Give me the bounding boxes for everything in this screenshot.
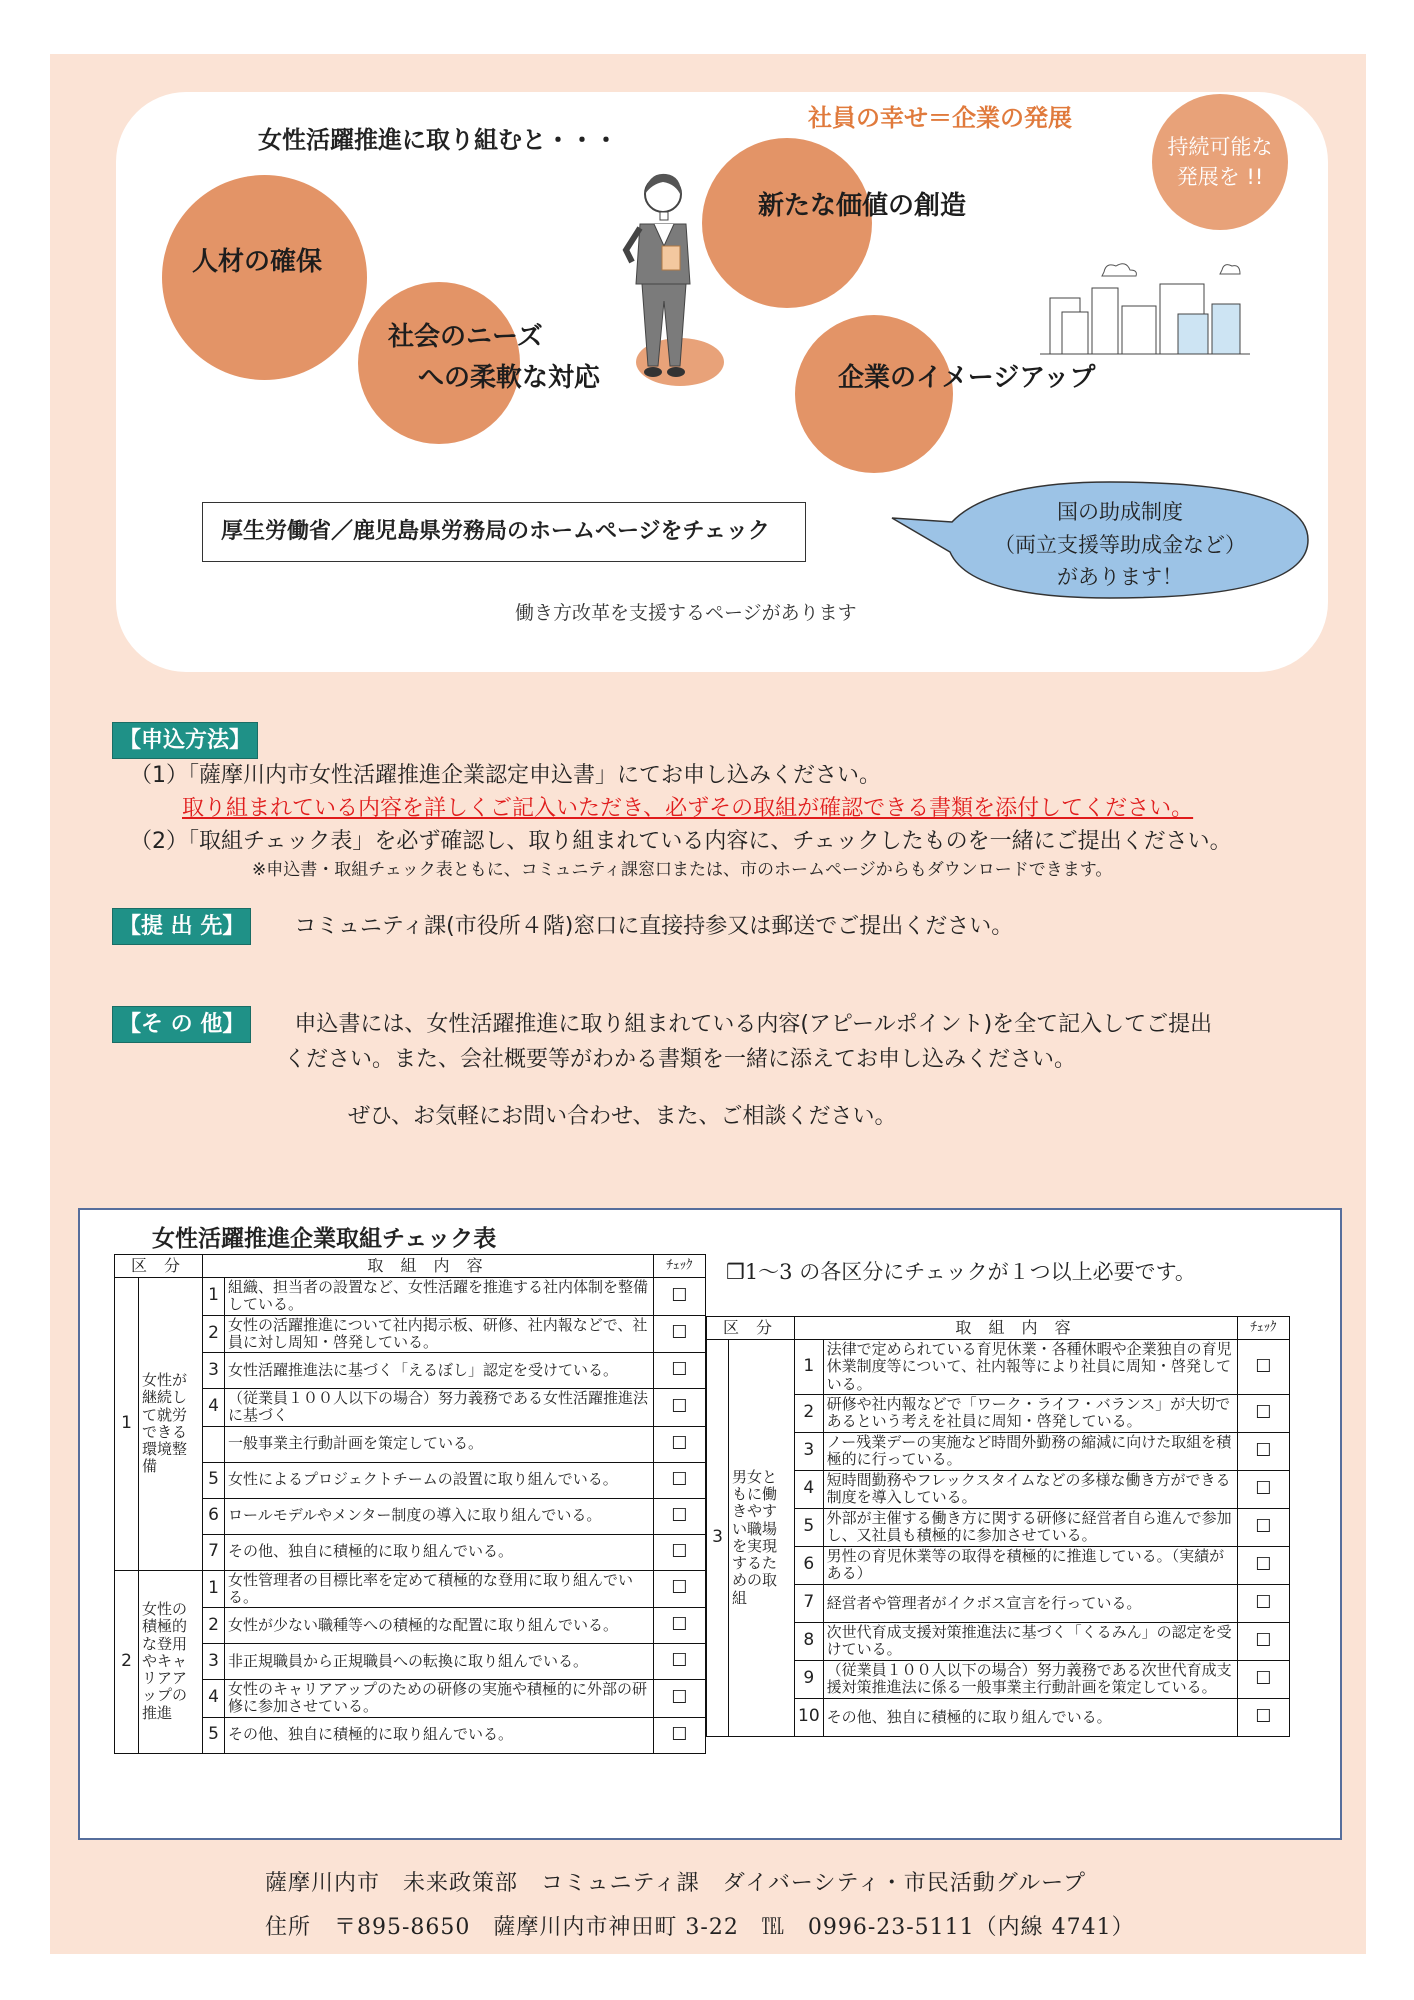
support-page-note: 働き方改革を支援するページがあります [515,602,857,624]
item-number: 5 [203,1462,225,1498]
item-number: 5 [795,1508,824,1546]
application-tag: 【申込方法】 [112,722,258,759]
table-row [707,1546,1290,1584]
check-box[interactable]: ☐ [654,1278,706,1316]
item-text: ロールモデルやメンター制度の導入に取り組んでいる。 [225,1498,654,1534]
item-text: その他、独自に積極的に取り組んでいる。 [225,1717,654,1753]
item-number: 9 [795,1660,824,1698]
check-box[interactable]: ☐ [654,1462,706,1498]
header-check: ﾁｪｯｸ [654,1255,706,1278]
item-number: 3 [203,1644,225,1680]
item-text: 短時間勤務やフレックスタイムなどの多様な働き方ができる制度を導入している。 [823,1470,1237,1508]
item-text: 女性が少ない職種等への積極的な配置に取り組んでいる。 [225,1608,654,1644]
closing-line: ぜひ、お気軽にお問い合わせ、また、ご相談ください。 [348,1104,897,1129]
check-box[interactable]: ☐ [654,1353,706,1389]
item-text: 経営者や管理者がイクボス宣言を行っている。 [823,1584,1237,1622]
item-number [203,1426,225,1462]
submit-tag: 【提 出 先】 [112,908,251,945]
check-box[interactable]: ☐ [1238,1394,1290,1432]
benefit-needs-1: 社会のニーズ [388,322,543,352]
subsidy-line-2: （両立支援等助成金など） [994,532,1246,557]
item-text: 研修や社内報などで「ワーク・ライフ・バランス」が大切であるという考えを社員に周知・啓発している。 [823,1394,1237,1432]
checklist-title: 女性活躍推進企業取組チェック表 [152,1226,497,1252]
table-row [707,1508,1290,1546]
table-row [707,1432,1290,1470]
table-row [707,1470,1290,1508]
checklist-table-left [114,1254,706,1754]
item-text: （従業員１００人以下の場合）努力義務である女性活躍推進法に基づく [225,1389,654,1427]
check-box[interactable]: ☐ [1238,1584,1290,1622]
check-box[interactable]: ☐ [654,1426,706,1462]
table-row [707,1660,1290,1698]
header-category: 区 分 [115,1255,203,1278]
check-box[interactable]: ☐ [654,1534,706,1570]
item-text: 次世代育成支援対策推進法に基づく「くるみん」の認定を受けている。 [823,1622,1237,1660]
header-category-right: 区 分 [707,1317,795,1340]
item-text: 一般事業主行動計画を策定している。 [225,1426,654,1462]
item-number: 4 [203,1389,225,1427]
table-row [115,1644,706,1680]
table-row [115,1534,706,1570]
item-number: 1 [795,1340,824,1395]
category-number: 1 [115,1278,139,1571]
category-number: 3 [707,1340,729,1737]
item-number: 3 [203,1353,225,1389]
table-row [115,1315,706,1353]
hero-headline: 女性活躍推進に取り組むと・・・ [258,126,618,154]
benefit-talent: 人材の確保 [192,247,323,277]
header-content: 取 組 内 容 [203,1255,654,1278]
item-text: 女性の活躍推進について社内掲示板、研修、社内報などで、社員に対し周知・啓発している。 [225,1315,654,1353]
header-check-right: ﾁｪｯｸ [1238,1317,1290,1340]
sustainable-badge [1152,94,1288,230]
subsidy-line-3: があります！ [1057,565,1183,590]
mhlw-website-box: 厚生労働省／鹿児島県労務局のホームページをチェック [202,502,806,562]
check-box[interactable]: ☐ [1238,1508,1290,1546]
item-number: 10 [795,1698,824,1736]
item-number: 2 [203,1608,225,1644]
check-box[interactable]: ☐ [654,1644,706,1680]
checklist-requirement-note: ❒1～3 の各区分にチェックが１つ以上必要です。 [726,1260,1196,1284]
benefit-image: 企業のイメージアップ [838,363,1096,393]
item-number: 4 [795,1470,824,1508]
table-row [115,1426,706,1462]
item-number: 5 [203,1717,225,1753]
submit-text: コミュニティ課(市役所４階)窓口に直接持参又は郵送でご提出ください。 [294,914,1014,939]
check-box[interactable]: ☐ [654,1389,706,1427]
item-text: 非正規職員から正規職員への転換に取り組んでいる。 [225,1644,654,1680]
check-box[interactable]: ☐ [1238,1698,1290,1736]
subsidy-line-1: 国の助成制度 [1057,500,1183,524]
item-number: 6 [795,1546,824,1584]
item-text: 女性によるプロジェクトチームの設置に取り組んでいる。 [225,1462,654,1498]
check-box[interactable]: ☐ [1238,1546,1290,1584]
header-content-right: 取 組 内 容 [795,1317,1238,1340]
city-buildings-illustration [1040,258,1250,358]
submit-section [112,908,1352,945]
check-box[interactable]: ☐ [654,1680,706,1718]
check-box[interactable]: ☐ [654,1717,706,1753]
check-box[interactable]: ☐ [1238,1660,1290,1698]
item-text: 外部が主催する働き方に関する研修に経営者自ら進んで参加し、又社員も積極的に参加させている。 [823,1508,1237,1546]
item-text: 女性活躍推進法に基づく「えるぼし」認定を受けている。 [225,1353,654,1389]
table-row [115,1389,706,1427]
other-line-1: 申込書には、女性活躍推進に取り組まれている内容(アピールポイント)を全て記入してご提出 [294,1012,1213,1037]
check-box[interactable]: ☐ [654,1608,706,1644]
table-row [115,1462,706,1498]
table-row [115,1570,706,1608]
table-row [115,1717,706,1753]
item-number: 3 [795,1432,824,1470]
item-number: 6 [203,1498,225,1534]
checklist-table-right [706,1316,1290,1737]
item-text: その他、独自に積極的に取り組んでいる。 [823,1698,1237,1736]
subsidy-text [940,496,1300,594]
check-box[interactable]: ☐ [654,1498,706,1534]
sustainable-line-2: 発展を !! [1176,165,1264,190]
table-row [707,1698,1290,1736]
table-row [707,1394,1290,1432]
benefit-value: 新たな価値の創造 [758,191,967,221]
application-line-2: （2）「取組チェック表」を必ず確認し、取り組まれている内容に、チェックしたものを一緒にご提出ください。 [130,829,1232,854]
table-row [115,1680,706,1718]
application-download-note: ※申込書・取組チェック表ともに、コミュニティ課窓口または、市のホームページからもダウンロードできます。 [252,860,1113,880]
item-text: 組織、担当者の設置など、女性活躍を推進する社内体制を整備している。 [225,1278,654,1316]
category-label: 男女ともに働きやすい職場を実現するための取組 [729,1340,795,1737]
item-number: 7 [795,1584,824,1622]
item-text: その他、独自に積極的に取り組んでいる。 [225,1534,654,1570]
application-required-note: 取り組まれている内容を詳しくご記入いただき、必ずその取組が確認できる書類を添付してください。 [182,796,1194,821]
item-text: 男性の育児休業等の取得を積極的に推進している。（実績がある） [823,1546,1237,1584]
item-text: 女性のキャリアアップのための研修の実施や積極的に外部の研修に参加させている。 [225,1680,654,1718]
check-box[interactable]: ☐ [654,1570,706,1608]
footer-address: 住所 〒895-8650 薩摩川内市神田町 3-22 ℡ 0996-23-5111（内線 4741） [265,1915,1135,1940]
table-row [115,1353,706,1389]
item-text: （従業員１００人以下の場合）努力義務である次世代育成支援対策推進法に係る一般事業主行動計画を策定している。 [823,1660,1237,1698]
table-row [707,1340,1290,1395]
benefit-needs-2: への柔軟な対応 [418,363,601,393]
item-number: 8 [795,1622,824,1660]
businesswoman-illustration [618,166,728,396]
item-text: 女性管理者の目標比率を定めて積極的な登用に取り組んでいる。 [225,1570,654,1608]
table-row [115,1278,706,1316]
other-tag: 【そ の 他】 [112,1006,251,1043]
item-number: 1 [203,1570,225,1608]
hero-slogan: 社員の幸せ＝企業の発展 [808,104,1072,132]
category-label: 女性の積極的な登用やキャリアアップの推進 [139,1570,203,1753]
check-box[interactable]: ☐ [654,1315,706,1353]
item-number: 7 [203,1534,225,1570]
check-box[interactable]: ☐ [1238,1340,1290,1395]
item-number: 2 [795,1394,824,1432]
item-number: 2 [203,1315,225,1353]
table-row [707,1584,1290,1622]
item-number: 1 [203,1278,225,1316]
table-row [707,1622,1290,1660]
other-line-2: ください。また、会社概要等がわかる書類を一緒に添えてお申し込みください。 [284,1047,1077,1072]
item-text: ノー残業デーの実施など時間外勤務の縮減に向けた取組を積極的に行っている。 [823,1432,1237,1470]
sustainable-line-1: 持続可能な [1167,135,1273,159]
table-row [115,1498,706,1534]
footer-organization: 薩摩川内市 未来政策部 コミュニティ課 ダイバーシティ・市民活動グループ [265,1871,1086,1896]
application-section [112,722,1352,884]
item-text: 法律で定められている育児休業・各種休暇や企業独自の育児休業制度等について、社内報等により社員に周知・啓発している。 [823,1340,1237,1395]
other-section [112,1006,1352,1133]
table-row [115,1608,706,1644]
application-line-1: （1）「薩摩川内市女性活躍推進企業認定申込書」にてお申し込みください。 [130,763,881,788]
category-label: 女性が継続して就労できる環境整備 [139,1278,203,1571]
item-number: 4 [203,1680,225,1718]
check-box[interactable]: ☐ [1238,1432,1290,1470]
check-box[interactable]: ☐ [1238,1622,1290,1660]
category-number: 2 [115,1570,139,1753]
check-box[interactable]: ☐ [1238,1470,1290,1508]
